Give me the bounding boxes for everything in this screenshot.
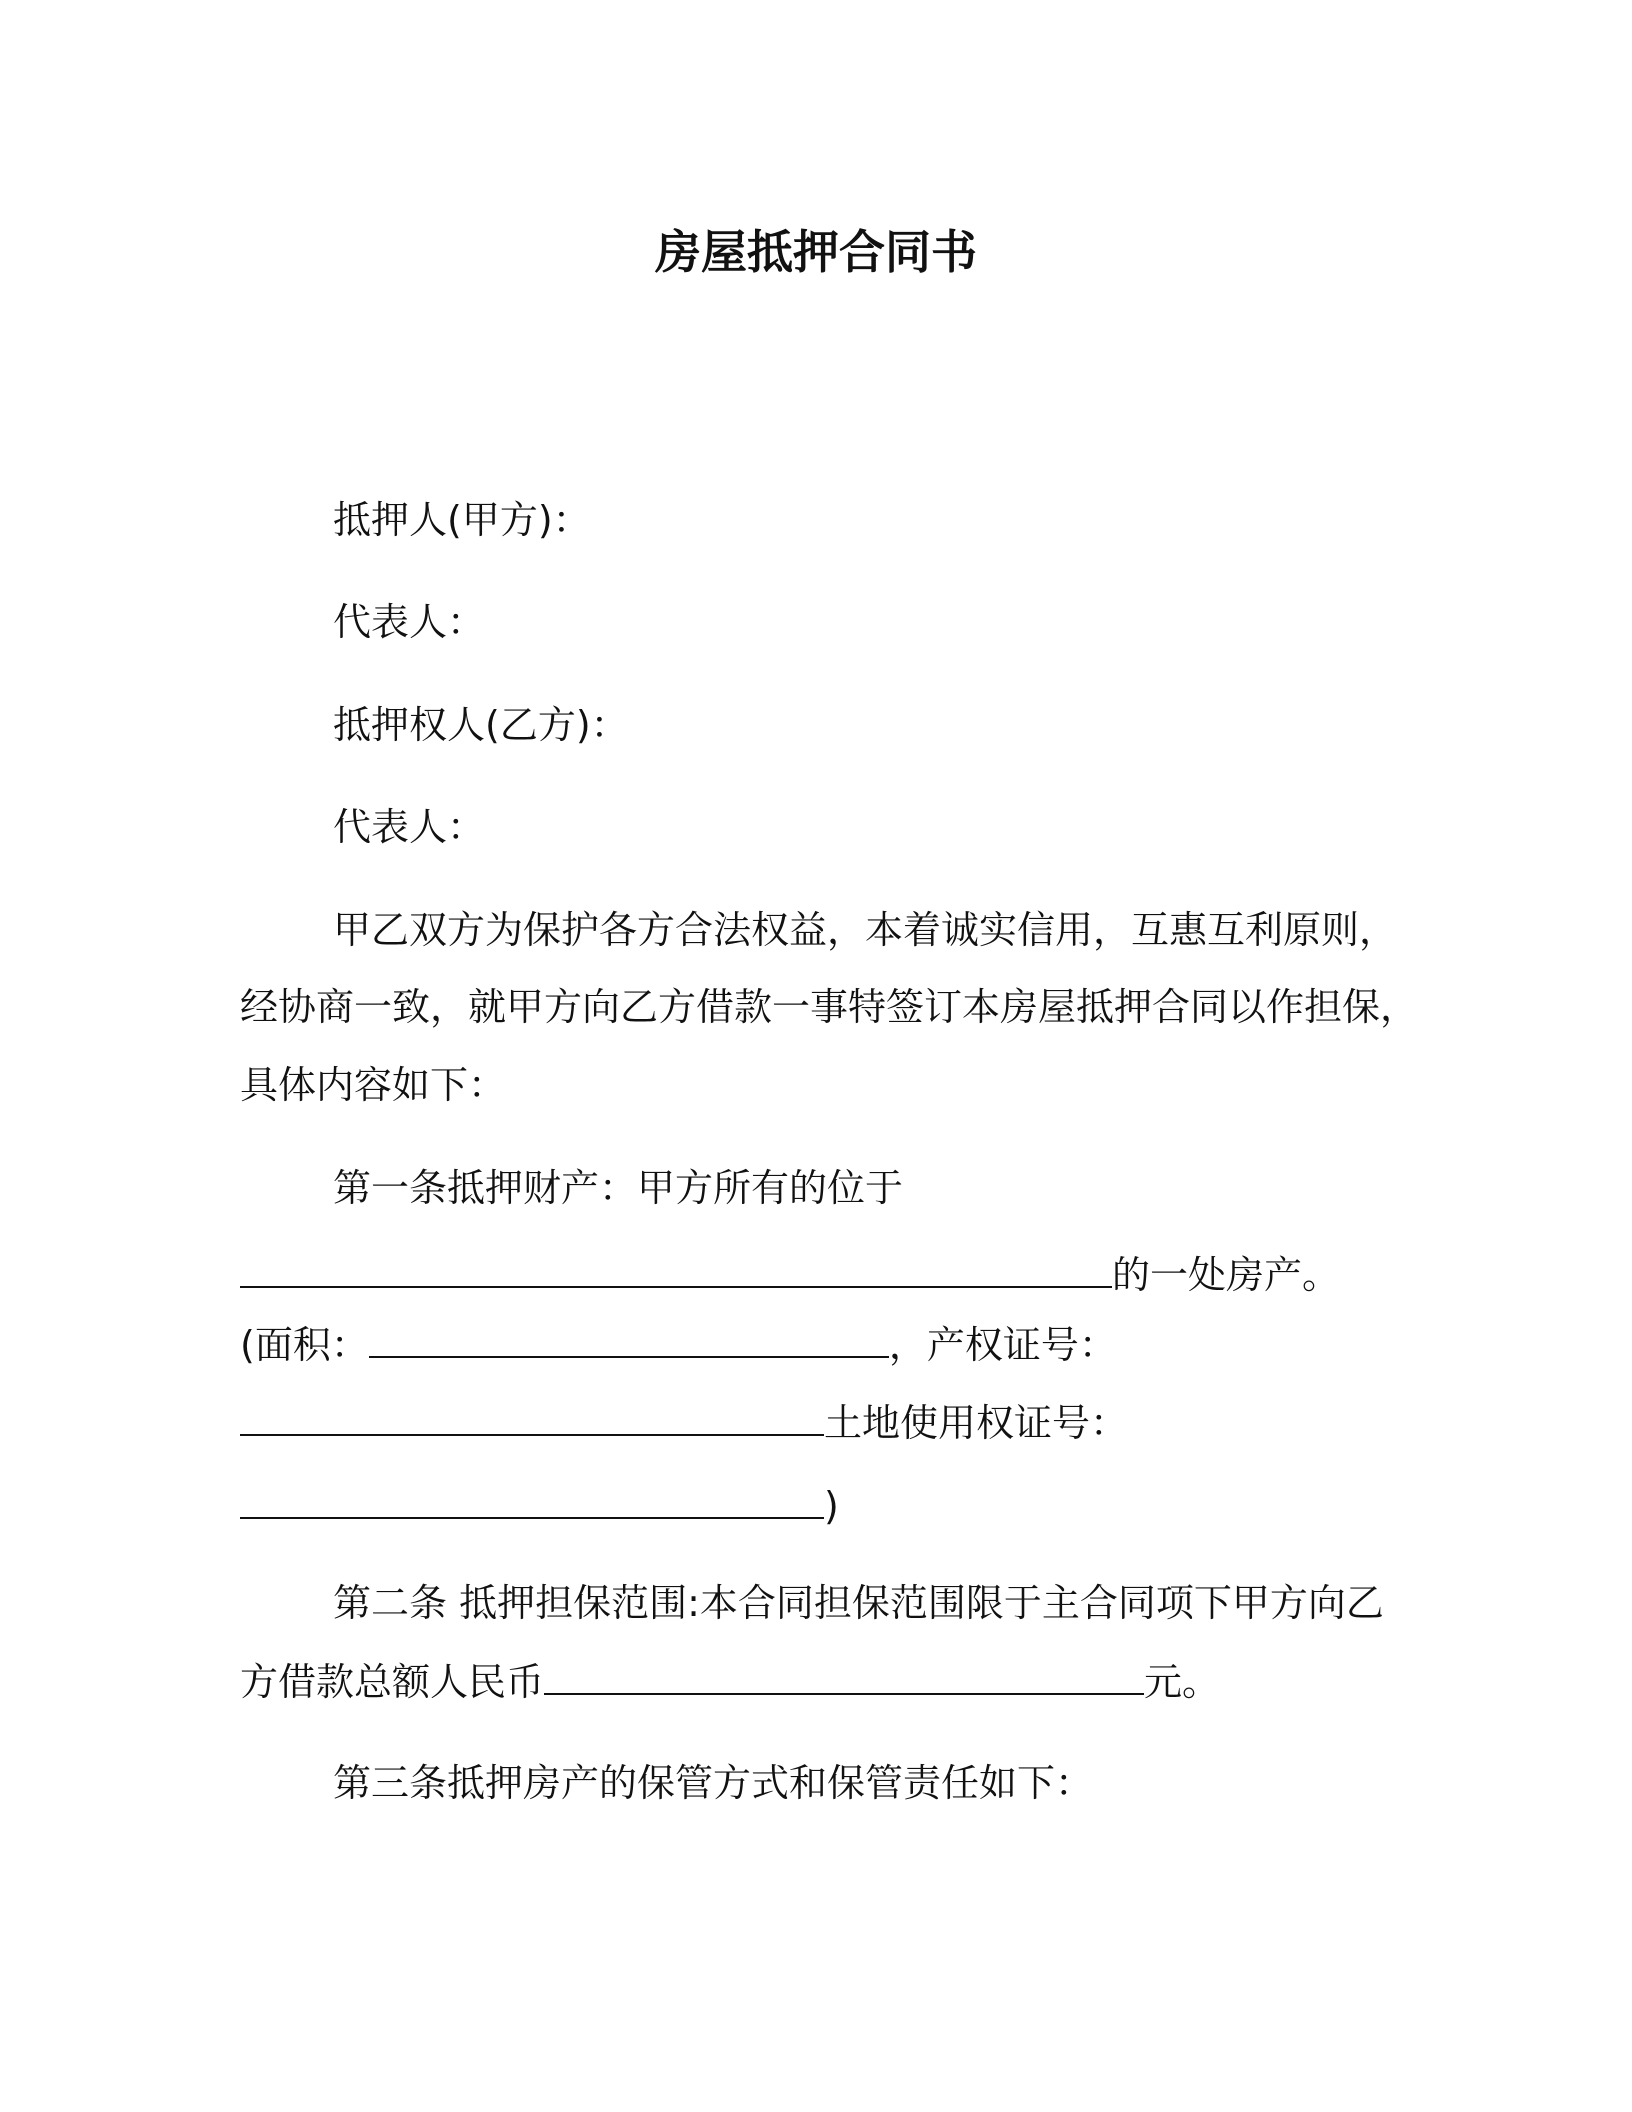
preamble-line-1: 甲乙双方为保护各方合法权益，本着诚实信用，互惠互利原则， <box>333 908 1398 952</box>
loan-amount-suffix: 元。 <box>1144 1660 1221 1704</box>
mortgagee-label: 抵押权人(乙方)： <box>333 703 629 747</box>
article-1-area-line <box>240 1318 1117 1370</box>
area-prefix: (面积： <box>240 1323 369 1367</box>
article-1-cert-line <box>240 1396 1128 1448</box>
preamble-line-2: 经协商一致，就甲方向乙方借款一事特签订本房屋抵押合同以作担保， <box>240 985 1419 1029</box>
loan-amount-prefix: 方借款总额人民币 <box>240 1660 545 1704</box>
location-blank <box>240 1248 1112 1288</box>
close-paren: ) <box>824 1484 839 1528</box>
article-1-location-line <box>240 1248 1340 1300</box>
mortgagor-representative-label: 代表人： <box>333 600 486 644</box>
property-cert-blank <box>240 1396 824 1436</box>
area-blank <box>369 1318 889 1358</box>
loan-amount-blank <box>544 1655 1144 1695</box>
article-2-line-1: 第二条 抵押担保范围:本合同担保范围限于主合同项下甲方向乙 <box>333 1581 1384 1625</box>
article-2-line-2 <box>240 1655 1220 1707</box>
mortgagee-representative-label: 代表人： <box>333 805 486 849</box>
land-cert-blank <box>240 1479 824 1519</box>
article-3-heading: 第三条抵押房产的保管方式和保管责任如下： <box>333 1761 1094 1805</box>
land-cert-label: 土地使用权证号： <box>824 1401 1129 1445</box>
preamble-line-3: 具体内容如下： <box>240 1063 507 1107</box>
document-title: 房屋抵押合同书 <box>655 225 977 279</box>
location-suffix: 的一处房产。 <box>1112 1253 1341 1297</box>
article-1-heading: 第一条抵押财产：甲方所有的位于 <box>333 1166 904 1210</box>
article-1-land-cert-line <box>240 1479 839 1531</box>
mortgagor-label: 抵押人(甲方)： <box>333 498 591 542</box>
property-cert-label: ，产权证号： <box>888 1323 1117 1367</box>
